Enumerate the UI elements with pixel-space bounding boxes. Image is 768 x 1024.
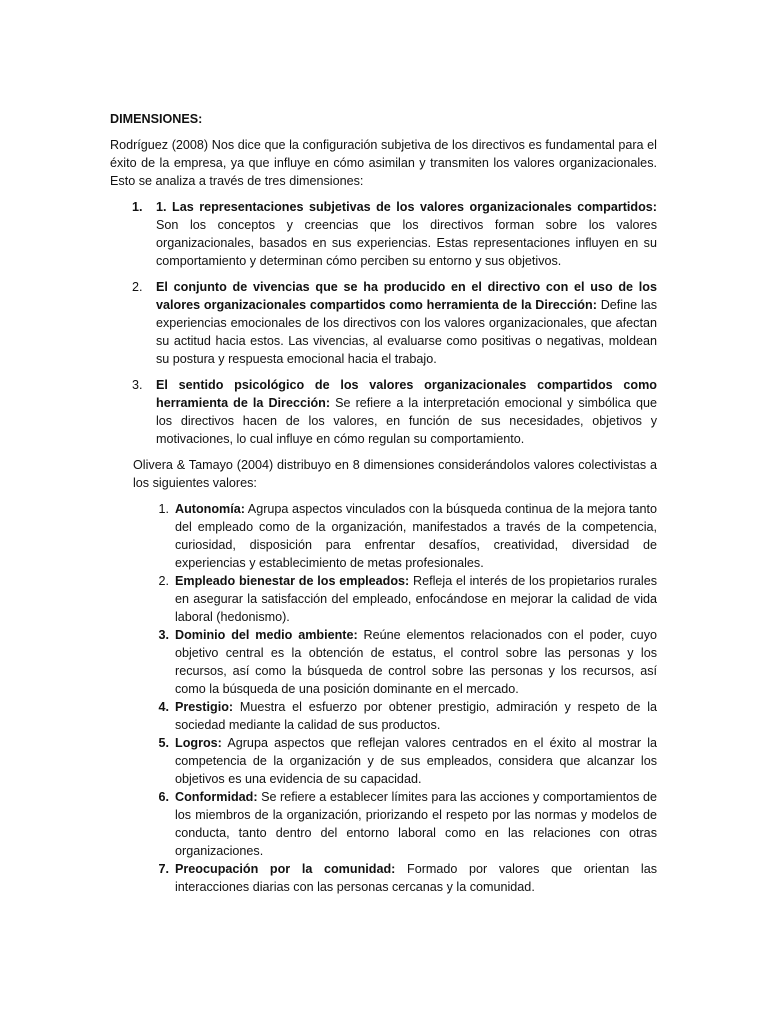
- list-number: 2.: [132, 280, 143, 294]
- value-item-7: [155, 860, 657, 896]
- value-text: Agrupa aspectos vinculados con la búsqueda continua de la mejora tanto del empleado como de la organización, manifestados a través de la competencia, curiosidad, disposición para enfrentar desafíos, creatividad, diversidad de experiencias y establecimiento de metas profesionales.: [175, 502, 657, 570]
- value-title: Autonomía:: [175, 502, 245, 516]
- value-text: Formado por valores que orientan las interacciones diarias con las personas cercanas y la comunidad.: [175, 862, 658, 894]
- list-number: 3.: [132, 378, 143, 392]
- list-number: 4.: [158, 700, 169, 714]
- dimension-text: Son los conceptos y creencias que los directivos forman sobre los valores organizacionales, basados en sus experiencias. Estas representaciones influyen en su comportamiento y determinan cómo perciben su entorno y sus objetivos.: [156, 218, 657, 268]
- value-item-4: [155, 698, 657, 734]
- value-title: Prestigio:: [175, 700, 234, 714]
- value-item-1: [155, 500, 657, 572]
- value-title: Dominio del medio ambiente:: [175, 628, 358, 642]
- dimension-item-3: [132, 376, 657, 448]
- document-page: [110, 110, 657, 896]
- value-item-6: [155, 788, 657, 860]
- intro-paragraph: Rodríguez (2008) Nos dice que la configuración subjetiva de los directivos es fundamental para el éxito de la empresa, ya que influye en cómo asimilan y transmiten los valores organizacionales. Esto se analiza a través de tres dimensiones:: [110, 138, 657, 188]
- value-item-5: [155, 734, 657, 788]
- list-number: 3.: [158, 628, 169, 642]
- values-list: [110, 500, 657, 896]
- list-number: 1.: [158, 502, 169, 516]
- list-number: 6.: [158, 790, 169, 804]
- list-number: 2.: [158, 574, 169, 588]
- value-text: Muestra el esfuerzo por obtener prestigio, admiración y respeto de la sociedad mediante la calidad de sus productos.: [175, 700, 657, 732]
- value-item-3: [155, 626, 657, 698]
- dimension-title: El sentido psicológico de los valores organizacionales compartidos como herramienta de la Dirección:: [156, 378, 657, 410]
- dimension-text: Define las experiencias emocionales de los directivos con los valores organizacionales, que afectan su actitud hacia estos. Las vivencias, al evaluarse como positivas o negativas, moldean su postura y respuesta emocional hacia el trabajo.: [156, 298, 657, 366]
- dimension-title: 1. Las representaciones subjetivas de los valores organizacionales compartidos:: [156, 200, 657, 214]
- list-number: 5.: [158, 736, 169, 750]
- list-number: 7.: [158, 862, 169, 876]
- second-intro-paragraph: Olivera & Tamayo (2004) distribuyo en 8 dimensiones considerándolos valores colectivistas a los siguientes valores:: [133, 458, 657, 490]
- value-title: Preocupación por la comunidad:: [175, 862, 396, 876]
- section-heading: DIMENSIONES:: [110, 112, 203, 126]
- dimensions-list: [110, 198, 657, 448]
- value-text: Reúne elementos relacionados con el poder, cuyo objetivo central es la obtención de estatus, el control sobre las personas y los recursos, así como la búsqueda de control sobre las personas y los recursos, así como la búsqueda de una posición dominante en el mercado.: [175, 628, 657, 696]
- dimension-item-2: [132, 278, 657, 368]
- value-title: Empleado bienestar de los empleados:: [175, 574, 410, 588]
- value-text: Refleja el interés de los propietarios rurales en asegurar la satisfacción del empleado, enfocándose en mejorar la calidad de vida laboral (hedonismo).: [175, 574, 657, 624]
- dimension-item-1: [132, 198, 657, 270]
- value-title: Conformidad:: [175, 790, 258, 804]
- value-text: Agrupa aspectos que reflejan valores centrados en el éxito al mostrar la competencia de la organización y de sus empleados, considera que alcanzar los objetivos es una evidencia de su capacidad.: [175, 736, 657, 786]
- dimension-text: Se refiere a la interpretación emocional y simbólica que los directivos hacen de los valores, en función de sus necesidades, objetivos y motivaciones, lo cual influye en cómo regulan su comportamiento.: [156, 396, 657, 446]
- value-title: Logros:: [175, 736, 222, 750]
- value-text: Se refiere a establecer límites para las acciones y comportamientos de los miembros de la organización, priorizando el respeto por las normas y modelos de conducta, tanto dentro del entorno laboral como en las relaciones con otras organizaciones.: [175, 790, 657, 858]
- dimension-title: El conjunto de vivencias que se ha producido en el directivo con el uso de los valores organizacionales compartidos como herramienta de la Dirección:: [156, 280, 657, 312]
- value-item-2: [155, 572, 657, 626]
- list-number: 1.: [132, 200, 143, 214]
